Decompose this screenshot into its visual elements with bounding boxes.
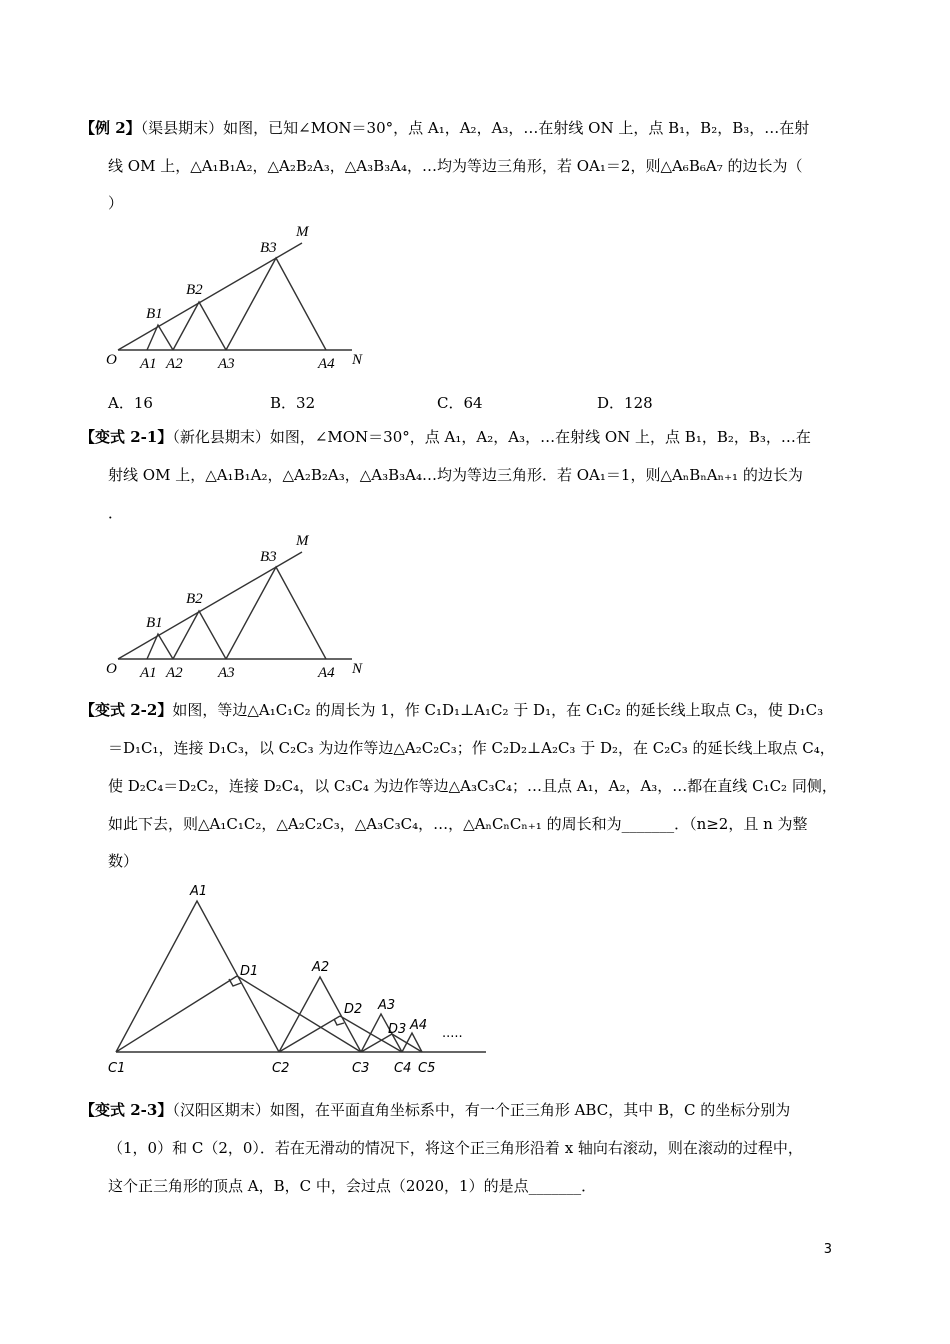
ex2-line1 — [80, 118, 809, 138]
label-C4: C4 — [394, 1061, 412, 1076]
label-A2: A2 — [312, 960, 330, 975]
option-b: B．32 — [270, 394, 316, 412]
label-N: N — [352, 661, 363, 677]
label-C2: C2 — [272, 1061, 290, 1076]
var23-tag: 【变式 2-3】 — [80, 1101, 173, 1119]
var23-text1: （汉阳区期末）如图，在平面直角坐标系中，有一个正三角形 ABC，其中 B，C 的坐标分别为 — [172, 1101, 791, 1119]
var21-text1: （新化县期末）如图，∠MON＝30°，点 A₁，A₂，A₃，…在射线 ON 上，点 B₁，B₂，B₃，…在 — [172, 428, 811, 446]
label-O: O — [106, 352, 117, 368]
ex2-line3: ） — [108, 194, 124, 212]
var21-line2: 射线 OM 上，△A₁B₁A₂，△A₂B₂A₃，△A₃B₃A₄…均为等边三角形．若 OA₁＝1，则△AₙBₙAₙ₊₁ 的边长为 — [108, 466, 803, 484]
label-B2: B2 — [186, 591, 203, 607]
label-A1: A1 — [140, 665, 157, 681]
figure-angle-triangles-1 — [100, 218, 380, 378]
label-A2: A2 — [166, 665, 183, 681]
ex2-line2: 线 OM 上，△A₁B₁A₂，△A₂B₂A₃，△A₃B₃A₄，…均为等边三角形，若 OA₁＝2，则△A₆B₆A₇ 的边长为（ — [108, 157, 803, 175]
ex2-tag: 【例 2】 — [80, 119, 141, 137]
label-C1: C1 — [108, 1061, 126, 1076]
label-A2: A2 — [166, 356, 183, 372]
label-N: N — [352, 352, 363, 368]
label-O: O — [106, 661, 117, 677]
label-A3: A3 — [218, 665, 235, 681]
var23-line1 — [80, 1100, 790, 1120]
option-d: D．128 — [597, 394, 653, 412]
var23-line2: （1，0）和 C（2，0）．若在无滑动的情况下，将这个正三角形沿着 x 轴向右滚动，则在滚动的过程中， — [108, 1139, 803, 1157]
label-A4: A4 — [318, 356, 335, 372]
label-B1: B1 — [146, 615, 163, 631]
var22-line4: 如此下去，则△A₁C₁C₂，△A₂C₂C₃，△A₃C₃C₄，…，△AₙCₙCₙ₊₁ 的周长和为_______．（n≥2，且 n 为整 — [108, 815, 808, 833]
label-M: M — [296, 533, 309, 549]
label-D3: D3 — [388, 1022, 407, 1037]
label-C5: C5 — [418, 1061, 436, 1076]
label-A1: A1 — [140, 356, 157, 372]
label-D2: D2 — [344, 1002, 363, 1017]
label-B1: B1 — [146, 306, 163, 322]
label-B3: B3 — [260, 549, 277, 565]
var22-tag: 【变式 2-2】 — [80, 701, 173, 719]
option-a: A．16 — [108, 394, 153, 412]
var22-line5: 数） — [108, 852, 139, 870]
label-A4: A4 — [410, 1018, 428, 1033]
option-c: C．64 — [437, 394, 483, 412]
var23-line3: 这个正三角形的顶点 A，B，C 中，会过点（2020，1）的是点_______． — [108, 1177, 597, 1195]
label-A3: A3 — [218, 356, 235, 372]
figure-equilateral-chain — [100, 875, 500, 1085]
label-A4: A4 — [318, 665, 335, 681]
var22-line1 — [80, 700, 823, 720]
label-A1: A1 — [190, 884, 208, 899]
var21-line3: ． — [108, 504, 124, 522]
label-B2: B2 — [186, 282, 203, 298]
label-ellipsis: ..... — [442, 1026, 463, 1041]
var22-line2: ＝D₁C₁，连接 D₁C₃，以 C₂C₃ 为边作等边△A₂C₂C₃；作 C₂D₂⊥A₂C₃ 于 D₂，在 C₂C₃ 的延长线上取点 C₄， — [108, 739, 835, 757]
label-A3: A3 — [378, 998, 396, 1013]
var21-line1 — [80, 427, 811, 447]
var22-line3: 使 D₂C₄＝D₂C₂，连接 D₂C₄，以 C₃C₄ 为边作等边△A₃C₃C₄；…且点 A₁，A₂，A₃，…都在直线 C₁C₂ 同侧， — [108, 777, 837, 795]
var21-tag: 【变式 2-1】 — [80, 428, 173, 446]
label-D1: D1 — [240, 964, 259, 979]
figure-angle-triangles-2 — [100, 527, 380, 687]
label-M: M — [296, 224, 309, 240]
label-C3: C3 — [352, 1061, 370, 1076]
ex2-text1: （渠县期末）如图，已知∠MON＝30°，点 A₁，A₂，A₃，…在射线 ON 上，点 B₁，B₂，B₃，…在射 — [140, 119, 810, 137]
var22-text1: 如图，等边△A₁C₁C₂ 的周长为 1，作 C₁D₁⊥A₁C₂ 于 D₁，在 C₁C₂ 的延长线上取点 C₃，使 D₁C₃ — [172, 701, 824, 719]
label-B3: B3 — [260, 240, 277, 256]
page-number: 3 — [823, 1242, 832, 1257]
